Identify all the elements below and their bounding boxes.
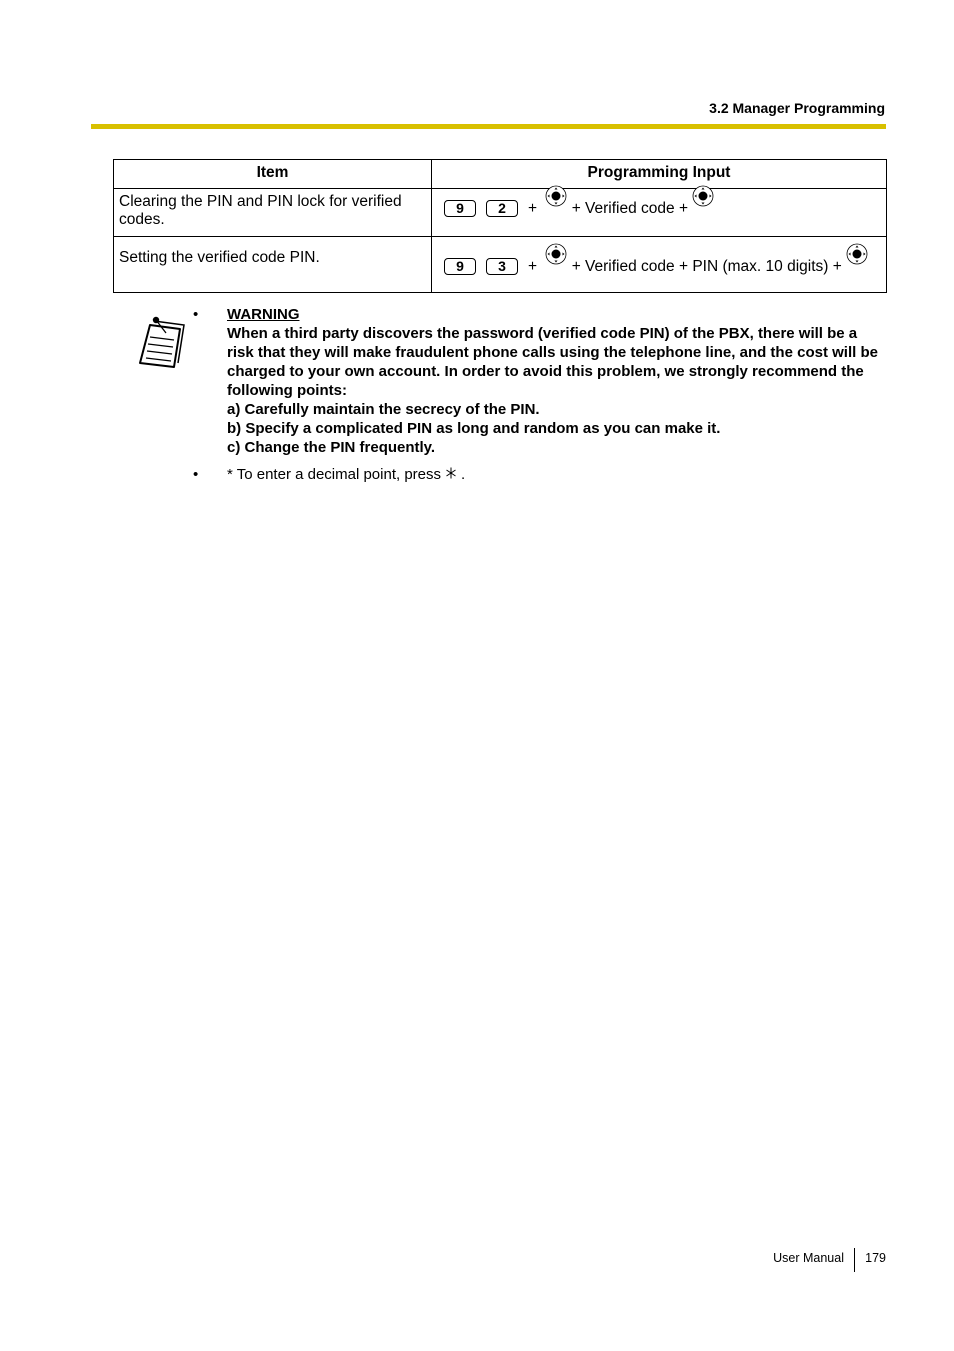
key-icon: 9 <box>444 258 476 275</box>
input-cell <box>432 237 887 293</box>
key-icon: 9 <box>444 200 476 217</box>
plus-sign: + <box>528 200 538 217</box>
list-item <box>193 305 883 457</box>
column-header-input: Programming Input <box>432 160 887 189</box>
navigator-enter-icon <box>692 185 714 207</box>
key-icon: 3 <box>486 258 518 275</box>
item-cell: Setting the verified code PIN. <box>114 237 432 293</box>
page-number: 179 <box>865 1251 886 1265</box>
notes-list <box>193 305 883 484</box>
warning-point: c) Change the PIN frequently. <box>227 439 436 456</box>
item-cell: Clearing the PIN and PIN lock for verified codes. <box>114 189 432 237</box>
warning-title: WARNING <box>227 306 300 323</box>
decimal-note: * To enter a decimal point, press <box>227 466 442 483</box>
plus-sign: + <box>528 258 538 275</box>
navigator-enter-icon <box>545 243 567 265</box>
warning-text: When a third party discovers the password (verified code PIN) of the PBX, there will be a risk that they will make fraudulent phone calls using the telephone line, and the cost will be charged to your own account. In order to avoid this problem, we strongly recommend the following points: <box>227 325 878 399</box>
table-header-row <box>114 160 887 189</box>
footer-divider <box>854 1248 855 1272</box>
table-row <box>114 189 887 237</box>
navigator-enter-icon <box>545 185 567 207</box>
table-row <box>114 237 887 293</box>
bullet-mark: • <box>193 466 199 483</box>
bullet-mark: • <box>193 306 199 323</box>
key-icon: 2 <box>486 200 518 217</box>
input-suffix: + Verified code + PIN (max. 10 digits) + <box>571 258 842 275</box>
note-pad-icon <box>136 313 186 371</box>
column-header-item: Item <box>114 160 432 189</box>
section-title: 3.2 Manager Programming <box>709 100 885 116</box>
decimal-note-end: . <box>461 466 466 483</box>
star-key-icon <box>445 467 457 479</box>
input-suffix: + Verified code + <box>571 200 689 217</box>
warning-point: a) Carefully maintain the secrecy of the PIN. <box>227 401 540 418</box>
warning-point: b) Specify a complicated PIN as long and random as you can make it. <box>227 420 721 437</box>
programming-table <box>113 159 887 293</box>
list-item <box>193 465 883 484</box>
navigator-enter-icon <box>846 243 868 265</box>
footer-label: User Manual <box>773 1251 844 1265</box>
header-rule <box>91 124 886 129</box>
input-cell <box>432 189 887 237</box>
